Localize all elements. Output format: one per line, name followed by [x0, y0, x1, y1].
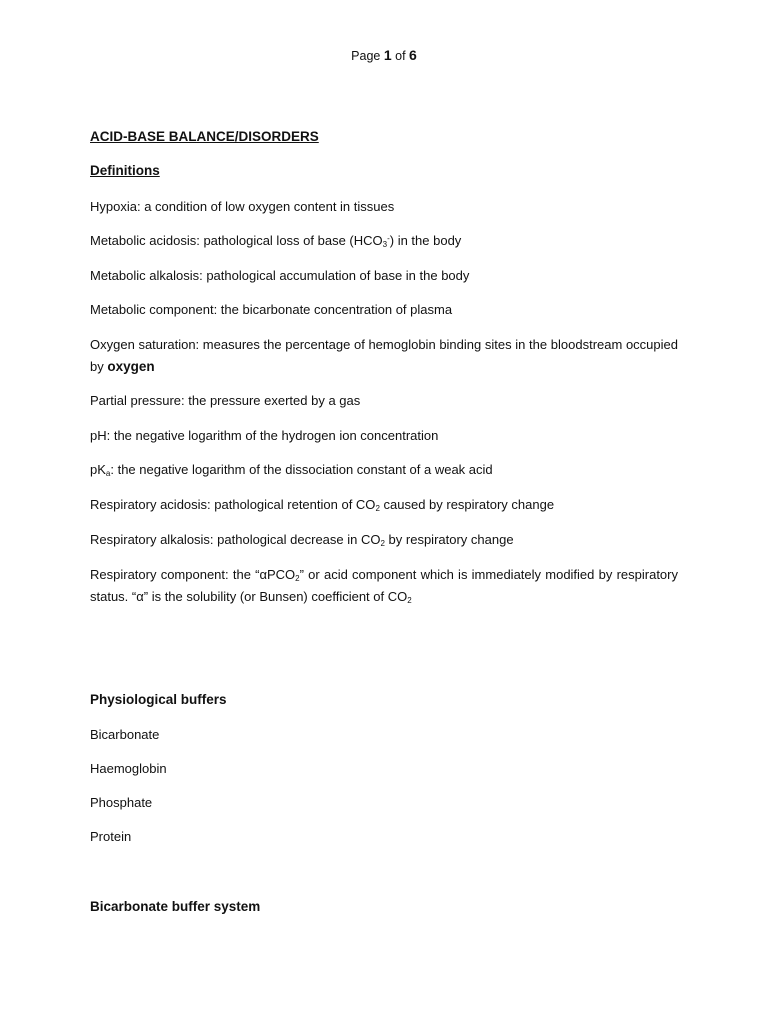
buffer-item: Haemoglobin: [90, 761, 167, 776]
definition-metabolic-component: Metabolic component: the bicarbonate concentration of plasma: [90, 302, 453, 317]
definition-metabolic-acidosis: [90, 230, 461, 252]
pka-text-end: : the negative logarithm of the dissociation constant of a weak acid: [110, 462, 493, 477]
document-title: ACID-BASE BALANCE/DISORDERS: [90, 129, 319, 144]
of-word: of: [395, 49, 406, 63]
definition-oxygen-saturation: [90, 334, 678, 378]
definition-partial-pressure: Partial pressure: the pressure exerted by a gas: [90, 393, 361, 408]
resp-component-text: Respiratory component: the “αPCO: [90, 567, 296, 582]
pka-text: pK: [90, 462, 106, 477]
current-page-number: 1: [383, 47, 392, 63]
total-pages-number: 6: [409, 47, 417, 63]
definitions-heading: Definitions: [90, 163, 160, 178]
definition-respiratory-alkalosis: [90, 529, 514, 551]
met-acidosis-subscript: 3: [382, 240, 388, 249]
oxygen-saturation-text: Oxygen saturation: measures the percentage of hemoglobin binding sites in the bloodstream occupied by: [90, 337, 678, 374]
met-acidosis-text: Metabolic acidosis: pathological loss of base (HCO: [90, 233, 383, 248]
physiological-buffers-heading: Physiological buffers: [90, 692, 227, 707]
definition-respiratory-acidosis: [90, 494, 554, 516]
resp-alkalosis-text-end: by respiratory change: [384, 532, 514, 547]
buffer-item: Bicarbonate: [90, 727, 160, 742]
resp-acidosis-text-end: caused by respiratory change: [379, 497, 555, 512]
page-word: Page: [351, 49, 381, 63]
resp-component-subscript-2: 2: [407, 596, 412, 605]
buffer-item: Phosphate: [90, 795, 153, 810]
definition-metabolic-alkalosis: Metabolic alkalosis: pathological accumulation of base in the body: [90, 268, 470, 283]
page-number-header: [0, 47, 768, 63]
buffer-item: Protein: [90, 829, 132, 844]
definition-pka: [90, 459, 493, 481]
definition-respiratory-component: [90, 564, 678, 608]
met-acidosis-superscript: -: [387, 234, 390, 243]
pka-subscript: a: [105, 469, 111, 478]
oxygen-saturation-bold: oxygen: [107, 359, 155, 374]
resp-component-subscript-1: 2: [295, 574, 300, 583]
bicarbonate-buffer-heading: Bicarbonate buffer system: [90, 899, 261, 914]
met-acidosis-text-end: ) in the body: [389, 233, 462, 248]
definition-ph: pH: the negative logarithm of the hydrogen ion concentration: [90, 428, 439, 443]
resp-alkalosis-text: Respiratory alkalosis: pathological decrease in CO: [90, 532, 381, 547]
resp-component-text-mid: ” or acid component which is immediately modified by respiratory status. “α” is the solubility (or Bunsen) coefficient of CO: [90, 567, 678, 604]
resp-acidosis-text: Respiratory acidosis: pathological retention of CO: [90, 497, 376, 512]
resp-alkalosis-subscript: 2: [380, 539, 385, 548]
definition-hypoxia: Hypoxia: a condition of low oxygen content in tissues: [90, 199, 395, 214]
resp-acidosis-subscript: 2: [375, 504, 380, 513]
